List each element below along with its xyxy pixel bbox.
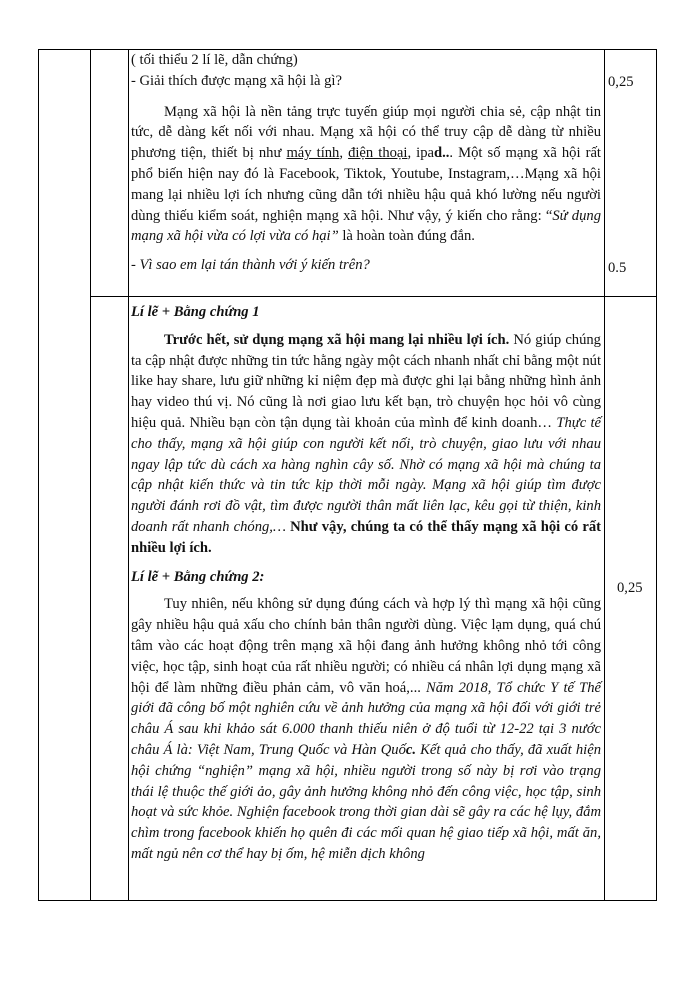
definition-paragraph: Mạng xã hội là nền tảng trực tuyến giúp mọi người chia sẻ, cập nhật tin tức, dễ dàng kết nối với nhau. Mạng xã hội có thể truy cập dễ dàng từ nhiều phương tiện, thiết bị như máy tính, điện thoại, ipad... Một số mạng xã hội rất phổ biến hiện nay đó là Facebook, Tiktok, Youtube, Instagram,…Mạng xã hội mang lại nhiều lợi ích nhưng cũng dẫn tới nhiều hậu quả khó lường nếu người dùng thiếu kiểm soát, nghiện mạng xã hội. Như vậy, ý kiến cho rằng: “Sử dụng mạng xã hội vừa có lợi vừa có hại” là hoàn toàn đúng đắn. (131, 103, 601, 245)
row-2-content (131, 302, 601, 865)
column-divider-1 (90, 49, 91, 901)
explain-prompt: - Giải thích được mạng xã hội là gì? (131, 72, 342, 89)
score-reasons: 0,25 (617, 580, 643, 596)
table-bottom-border (38, 900, 657, 901)
opinion-quote: Sử dụng mạng xã hội vừa có lợi vừa có hại” (131, 207, 601, 245)
row-1-content (131, 50, 601, 276)
question-line: - Vì sao em lại tán thành với ý kiến trên? (131, 257, 370, 274)
reason-1-paragraph: Trước hết, sử dụng mạng xã hội mang lại nhiều lợi ích. Nó giúp chúng ta cập nhật được những tin tức hằng ngày một cách nhanh nhất chỉ bằng một nút like hay share, lưu giữ những kỉ niệm đẹp mà được ghi lại bằng những hình ảnh hay video thú vị. Nó cũng là nơi giao lưu kết bạn, trò chuyện học hỏi vô cùng hiệu quả. Nhiều bạn còn tận dụng tài khoản của mình để kinh doanh… Thực tế cho thấy, mạng xã hội giúp con người kết nối, trò chuyện, giao lưu với nhau ngay lập tức dù cách xa hàng nghìn cây số. Nhờ có mạng xã hội mà chúng ta cập nhật kiến thức và tin tức kịp thời mỗi ngày. Mạng xã hội giúp tìm được người đánh rơi đồ vật, tìm được người thân mất liên lạc, kêu gọi từ thiện, kinh doanh rất nhanh chóng,… Như vậy, chúng ta có thể thấy mạng xã hội có rất nhiều lợi ích. (131, 331, 602, 556)
table-left-border (38, 49, 39, 901)
device-phone: điện thoại (348, 145, 408, 162)
reason-2-heading: Lí lẽ + Bằng chứng 2: (131, 568, 265, 585)
reason-1-evidence: Thực tế cho thấy, mạng xã hội giúp con người kết nối, trò chuyện, giao lưu với nhau ngay lập tức dù cách xa hàng nghìn cây số. Nhờ có mạng xã hội mà chúng ta cập nhật kiến thức và tin tức kịp thời mỗi ngày. Mạng xã hội giúp tìm được người đánh rơi đồ vật, tìm được người thân mất liên lạc, kêu gọi từ thiện, kinh doanh rất nhanh chóng,… (131, 414, 602, 535)
requirement-line: ( tối thiểu 2 lí lẽ, dẫn chứng) (131, 52, 298, 68)
row-divider (90, 296, 657, 297)
score-question: 0.5 (608, 260, 627, 276)
table-right-border (656, 49, 657, 901)
column-divider-2 (128, 49, 129, 901)
reason-2-evidence: Năm 2018, Tổ chức Y tế Thế giới đã công bố một nghiên cứu về ảnh hưởng của mạng xã hội đối với giới trẻ châu Á sau khi khảo sát 6.000 thanh thiếu niên ở độ tuổi từ 12-22 tại 3 nước châu Á là: Việt Nam, Trung Quốc và Hàn Quố (131, 679, 601, 758)
score-explain: 0,25 (608, 74, 634, 90)
reason-2-paragraph: Tuy nhiên, nếu không sử dụng đúng cách và hợp lý thì mạng xã hội cũng gây nhiều hậu quả xấu cho chính bản thân người dùng. Việc lạm dụng, quá chú tâm vào các hoạt động trên mạng xã hội đang ảnh hưởng không nhỏ tới công việc, học tập, sinh hoạt của rất nhiều người; có nhiều cá nhân lợi dụng mạng xã hội để làm những điều phản cảm, vô văn hoá,... Năm 2018, Tổ chức Y tế Thế giới đã công bố một nghiên cứu về ảnh hưởng của mạng xã hội đối với giới trẻ châu Á sau khi khảo sát 6.000 thanh thiếu niên ở độ tuổi từ 12-22 tại 3 nước châu Á là: Việt Nam, Trung Quốc và Hàn Quốc. Kết quả cho thấy, đã xuất hiện hội chứng “nghiện” mạng xã hội, nhiều người trong số này bị rơi vào trạng thái lệ thuộc thế giới ảo, gây ảnh hưởng không nhỏ đến công việc, học tập, sinh hoạt và sức khỏe. Nghiện facebook trong thời gian dài sẽ gây ra các hệ lụy, đắm chìm trong facebook khiến họ quên đi các mối quan hệ giao tiếp xã hội, mất ăn, mất ngủ nên cơ thể hay bị ốm, hệ miễn dịch không (131, 596, 601, 862)
column-divider-3 (604, 49, 605, 901)
device-computer: máy tính (286, 145, 340, 162)
reason-1-heading: Lí lẽ + Bằng chứng 1 (131, 304, 260, 320)
